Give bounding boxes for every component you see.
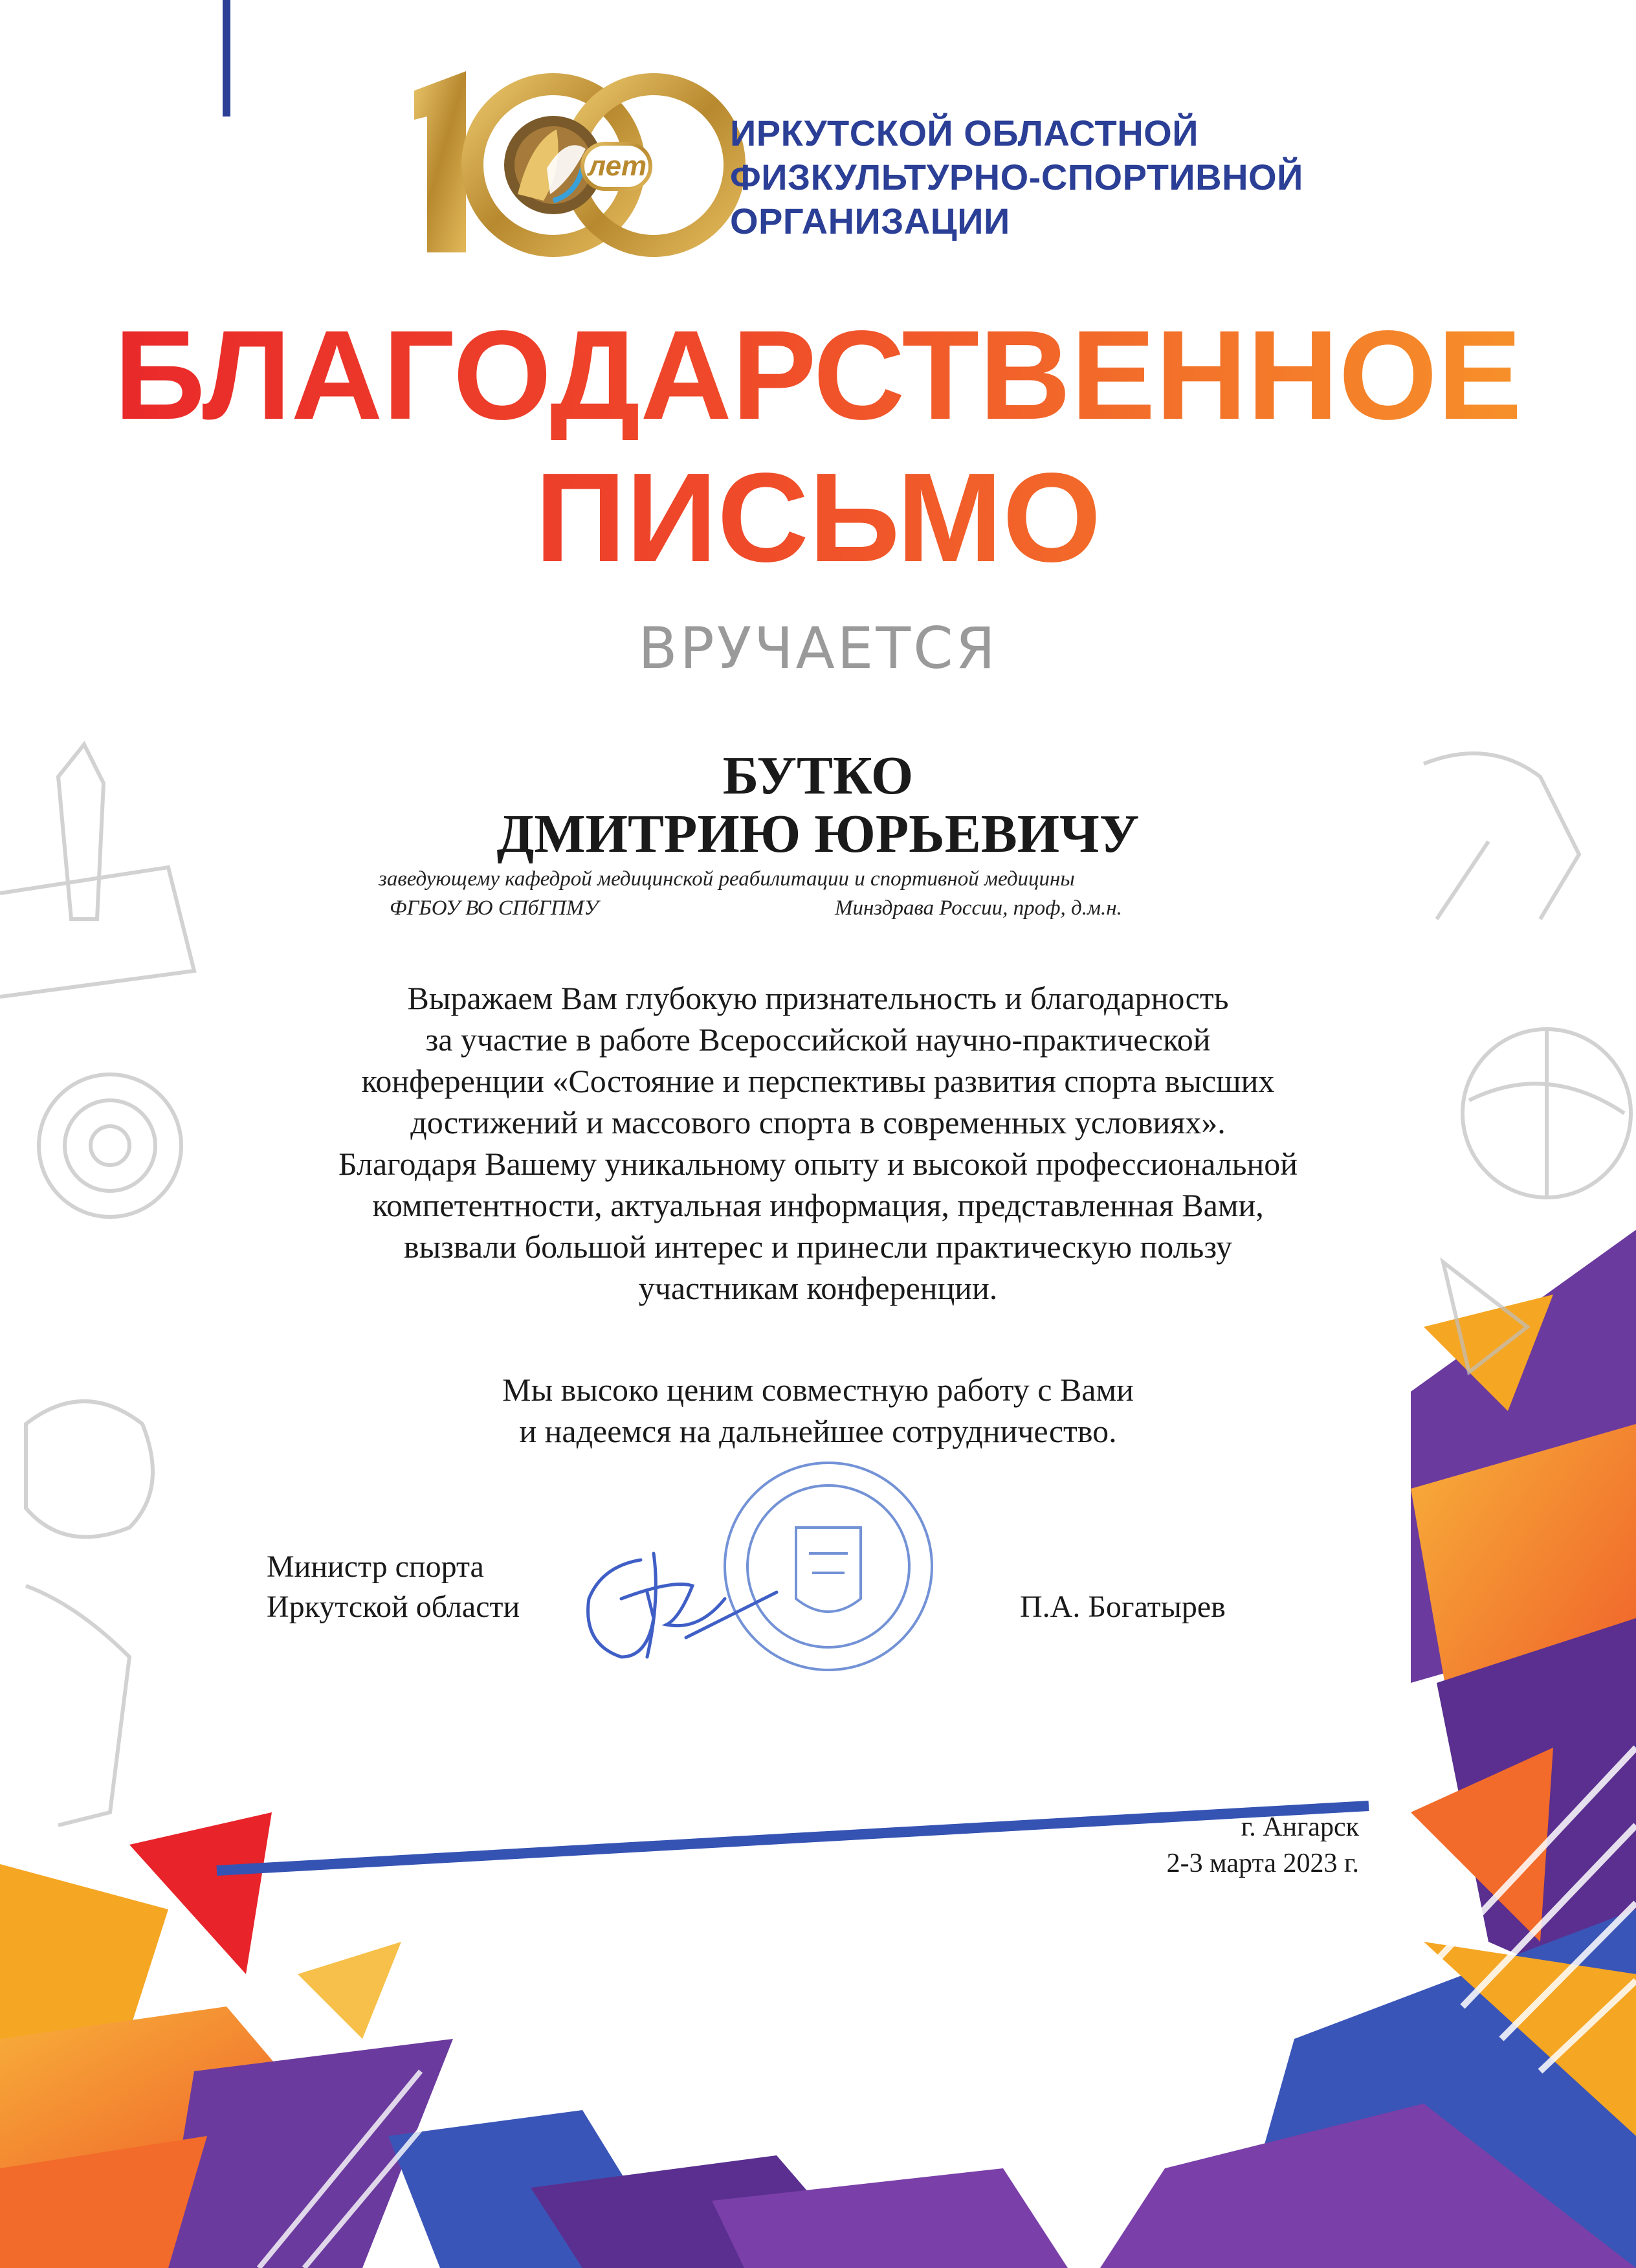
issued-to-label: ВРУЧАЕТСЯ xyxy=(638,615,998,682)
recipient-position-line1: заведующему кафедрой медицинской реабилитации и спортивной медицины xyxy=(379,867,1075,891)
paragraph-line: и надеемся на дальнейшее сотрудничество. xyxy=(519,1413,1117,1449)
organization-name xyxy=(730,111,1303,243)
recipient-organization: ФГБОУ ВО СПбГПМУ xyxy=(390,896,599,920)
signatory-title-line2: Иркутской области xyxy=(267,1590,520,1624)
signatory-title xyxy=(267,1547,520,1627)
place-and-date xyxy=(1165,1809,1359,1882)
place-city: г. Ангарск xyxy=(1241,1812,1359,1842)
paragraph-line: конференции «Состояние и перспективы развития спорта высших xyxy=(361,1063,1275,1099)
recipient-surname: БУТКО xyxy=(722,746,914,806)
paragraph-line: Выражаем Вам глубокую признательность и благодарность xyxy=(407,980,1229,1016)
paragraph-line: вызвали большой интерес и принесли практическую пользу xyxy=(403,1228,1233,1265)
paragraph-line: участникам конференции. xyxy=(638,1270,998,1306)
signatory-title-line1: Министр спорта xyxy=(267,1550,484,1584)
gratitude-paragraph xyxy=(0,977,1636,1309)
organization-line: ИРКУТСКОЙ ОБЛАСТНОЙ xyxy=(730,113,1199,153)
organization-line: ОРГАНИЗАЦИИ xyxy=(730,201,1010,241)
decor-shapes-left xyxy=(0,1812,1068,2268)
document-title-line2: ПИСЬМО xyxy=(0,453,1636,583)
paragraph-line: Благодаря Вашему уникальному опыту и высокой профессиональной xyxy=(338,1146,1298,1182)
document-title-line1: БЛАГОДАРСТВЕННОЕ xyxy=(0,311,1636,440)
paragraph-line: Мы высоко ценим совместную работу с Вами xyxy=(502,1372,1134,1408)
anniversary-logo xyxy=(414,71,735,252)
recipient-name: ДМИТРИЮ ЮРЬЕВИЧУ xyxy=(496,804,1140,864)
paragraph-line: за участие в работе Всероссийской научно-практической xyxy=(425,1021,1211,1058)
organization-line: ФИЗКУЛЬТУРНО-СПОРТИВНОЙ xyxy=(730,157,1303,197)
issue-date: 2-3 марта 2023 г. xyxy=(1166,1849,1359,1878)
recipient-degree: Минздрава России, проф, д.м.н. xyxy=(835,896,1122,920)
paragraph-line: достижений и массового спорта в современных условиях». xyxy=(410,1104,1226,1140)
logo-years-label: лет xyxy=(588,150,647,182)
official-stamp xyxy=(725,1463,932,1670)
cooperation-paragraph xyxy=(0,1369,1636,1452)
signatory-name: П.А. Богатырев xyxy=(1020,1590,1226,1624)
paragraph-line: компетентности, актуальная информация, представленная Вами, xyxy=(372,1187,1264,1223)
